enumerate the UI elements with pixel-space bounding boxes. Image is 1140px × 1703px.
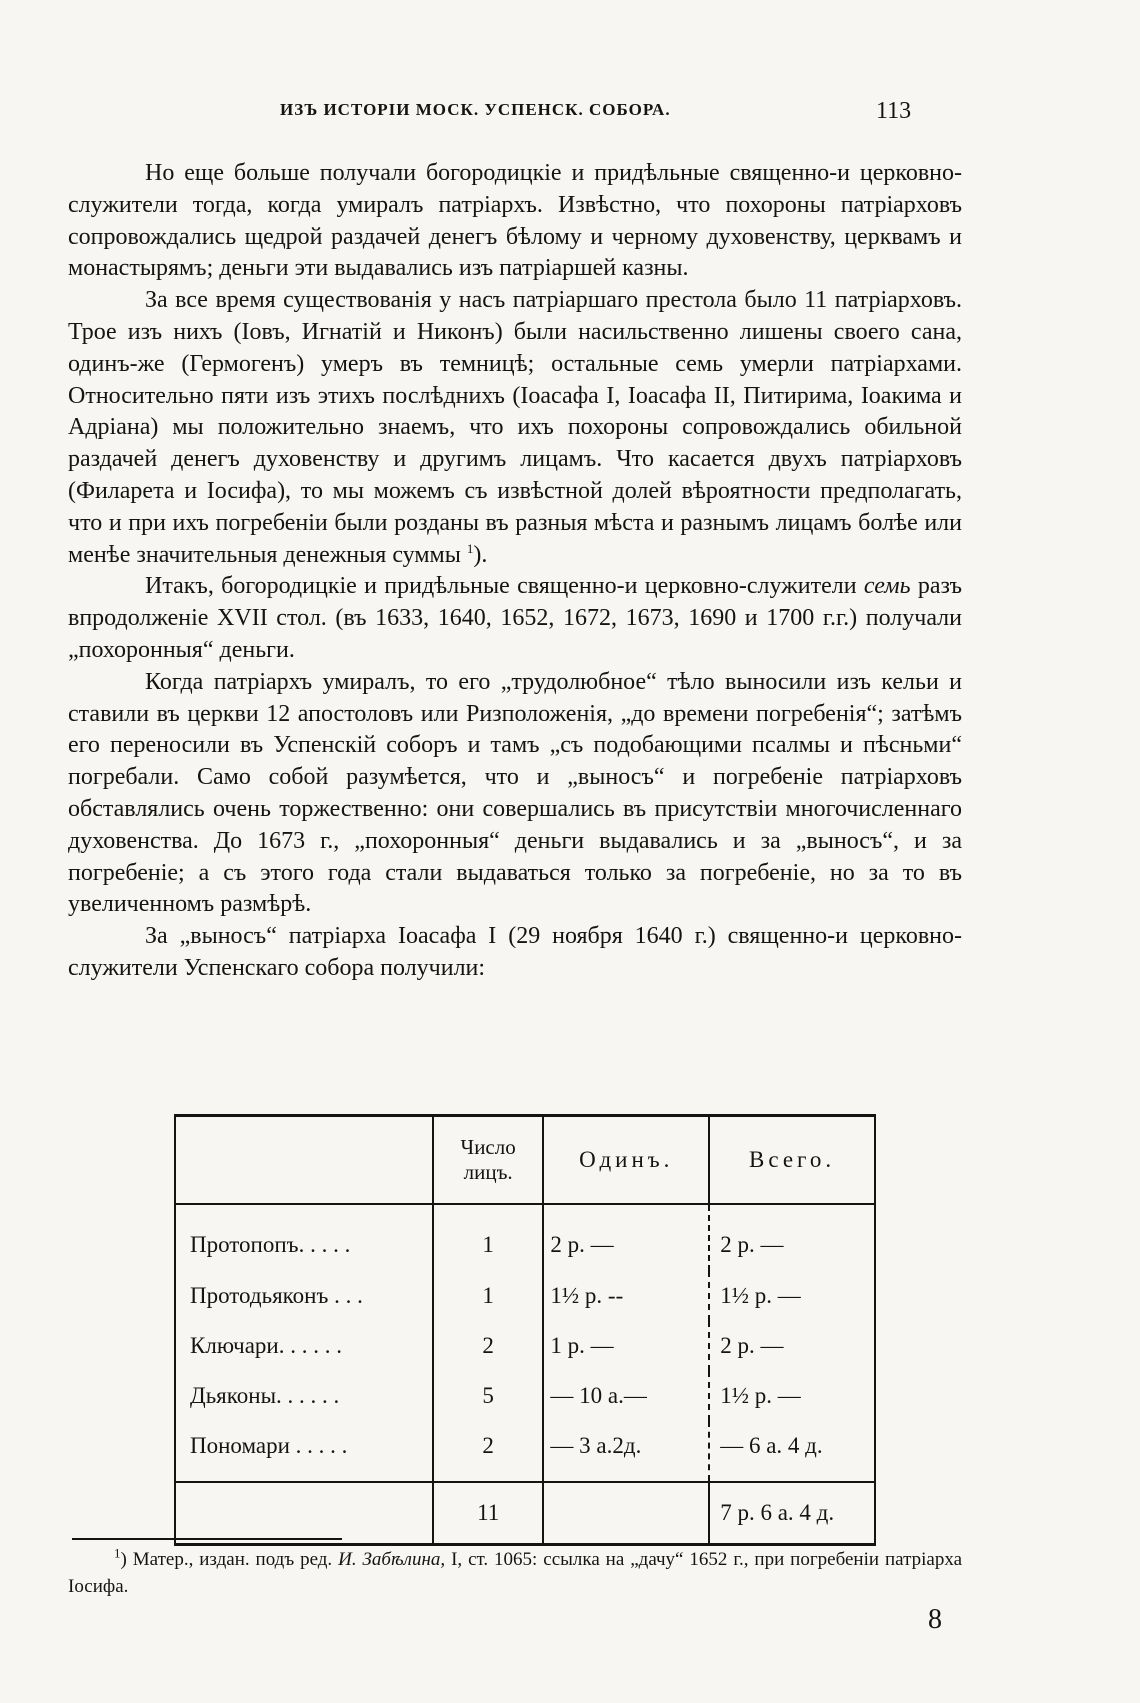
header-total: Всего.: [709, 1116, 875, 1205]
sum-label: [175, 1482, 433, 1545]
sum-one: [543, 1482, 709, 1545]
body-text: [68, 158, 962, 985]
paragraph-5: За „выносъ“ патріарха Іоасафа І (29 ноября 1640 г.) священно-и церковно-служители Успенскаго собора получили:: [68, 923, 962, 981]
table-sum-row: [175, 1482, 875, 1545]
table-row: [175, 1271, 875, 1321]
row-label: Дьяконы. . . . . .: [190, 1383, 340, 1408]
footnote-editor: И. Забѣлина,: [338, 1549, 446, 1570]
header-count: Число лицъ.: [433, 1116, 544, 1205]
table-row: [175, 1321, 875, 1371]
footnote-ref[interactable]: 1: [466, 540, 474, 556]
paragraph-4: Когда патріархъ умиралъ, то его „трудолюбное“ тѣло выносили изъ кельи и ставили въ церкви 12 апостоловъ или Ризположенія, „до времени погребенія“; затѣмъ его переносили въ Успенскій соборъ и тамъ „съ подобающими псалмы и пѣсньми“ погребали. Само собой разумѣется, что и „выносъ“ и погребеніе патріарховъ обставлялись очень торжественно: они совершались въ присутствіи многочисленнаго духовенства. До 1673 г., „похоронныя“ деньги выдавались и за „выносъ“, и за погребеніе; а съ этого года стали выдаваться только за погребеніе, но за то въ увеличенномъ размѣрѣ.: [68, 668, 962, 918]
row-total: 2 р. —: [720, 1232, 784, 1257]
paragraph-3-end: разъ впродолженіе XVII стол. (въ 1633, 1640, 1652, 1672, 1673, 1690 и 1700 г.г.) получали „похоронныя“ деньги.: [68, 573, 963, 663]
footnote-divider: [72, 1538, 342, 1540]
paragraph-3: [68, 571, 962, 666]
footnote-text: [68, 1546, 962, 1600]
row-label: Пономари . . . . .: [190, 1433, 348, 1458]
header-blank: [175, 1116, 433, 1205]
row-count: 2: [433, 1421, 544, 1482]
row-label: Протодьяконъ . . .: [190, 1283, 363, 1308]
signature-mark: 8: [928, 1604, 942, 1635]
row-one: 1 р. —: [543, 1321, 709, 1371]
paragraph-2-end: ).: [473, 541, 488, 568]
row-one: 2 р. —: [543, 1204, 709, 1271]
table-header-row: [175, 1116, 875, 1205]
table-row: [175, 1204, 875, 1271]
sum-count: 11: [433, 1482, 544, 1545]
payments-table: [174, 1114, 876, 1546]
page-number: 113: [876, 98, 912, 124]
row-label: Ключари. . . . . .: [190, 1333, 342, 1358]
header-one: Одинъ.: [543, 1116, 709, 1205]
sum-total: 7 р. 6 а. 4 д.: [709, 1482, 875, 1545]
table-row: [175, 1421, 875, 1482]
paragraph-2: [68, 285, 962, 571]
row-one: 1½ р. --: [543, 1271, 709, 1321]
footnote-end: І, ст. 1065: ссылка на „дачу“ 1652 г., при погребеніи патріарха Іосифа.: [68, 1549, 963, 1597]
row-one: — 10 а.—: [543, 1371, 709, 1421]
row-count: 1: [433, 1271, 544, 1321]
table-row: [175, 1371, 875, 1421]
row-total: 1½ р. —: [720, 1383, 801, 1408]
paragraph-2-text: За все время существованія у насъ патріаршаго престола было 11 патріарховъ. Трое изъ нихъ (Іовъ, Игнатій и Никонъ) были насильственно лишены своего сана, одинъ-же (Гермогенъ) умеръ въ темницѣ; остальные семь умерли патріархами. Относительно пяти изъ этихъ послѣднихъ (Іоасафа І, Іоасафа ІІ, Питирима, Іоакима и Адріана) мы положительно знаемъ, что ихъ похороны сопровождались обильной раздачей денегъ духовенству и другимъ лицамъ. Что касается двухъ патріарховъ (Филарета и Іосифа), то мы можемъ съ извѣстной долей вѣроятности предполагать, что и при ихъ погребеніи были розданы въ разныя мѣста и разнымъ лицамъ болѣе или менѣе значительныя денежныя суммы: [68, 287, 962, 568]
row-one: — 3 а.2д.: [543, 1421, 709, 1482]
row-count: 5: [433, 1371, 544, 1421]
paragraph-3-start: Итакъ, богородицкіе и придѣльные священно-и церковно-служители: [145, 573, 857, 600]
paragraph-1: Но еще больше получали богородицкіе и придѣльные священно-и церковно-служители тогда, когда умиралъ патріархъ. Извѣстно, что похороны патріарховъ сопровождались щедрой раздачей денегъ бѣлому и черному духовенству, церквамъ и монастырямъ; деньги эти выдавались изъ патріаршей казны.: [68, 160, 962, 282]
row-count: 1: [433, 1204, 544, 1271]
footnote: [68, 1546, 962, 1600]
footnote-mark: 1: [114, 1545, 121, 1561]
row-total: 2 р. —: [720, 1333, 784, 1358]
footnote-start: ) Матер., издан. подъ ред.: [120, 1549, 333, 1570]
row-total: 1½ р. —: [720, 1283, 801, 1308]
row-total: — 6 а. 4 д.: [720, 1433, 823, 1458]
row-count: 2: [433, 1321, 544, 1371]
paragraph-3-emphasis: семь: [863, 573, 911, 600]
row-label: Протопопъ. . . . .: [190, 1232, 351, 1257]
running-head: ИЗЪ ИСТОРІИ МОСК. УСПЕНСК. СОБОРА.: [280, 100, 671, 119]
